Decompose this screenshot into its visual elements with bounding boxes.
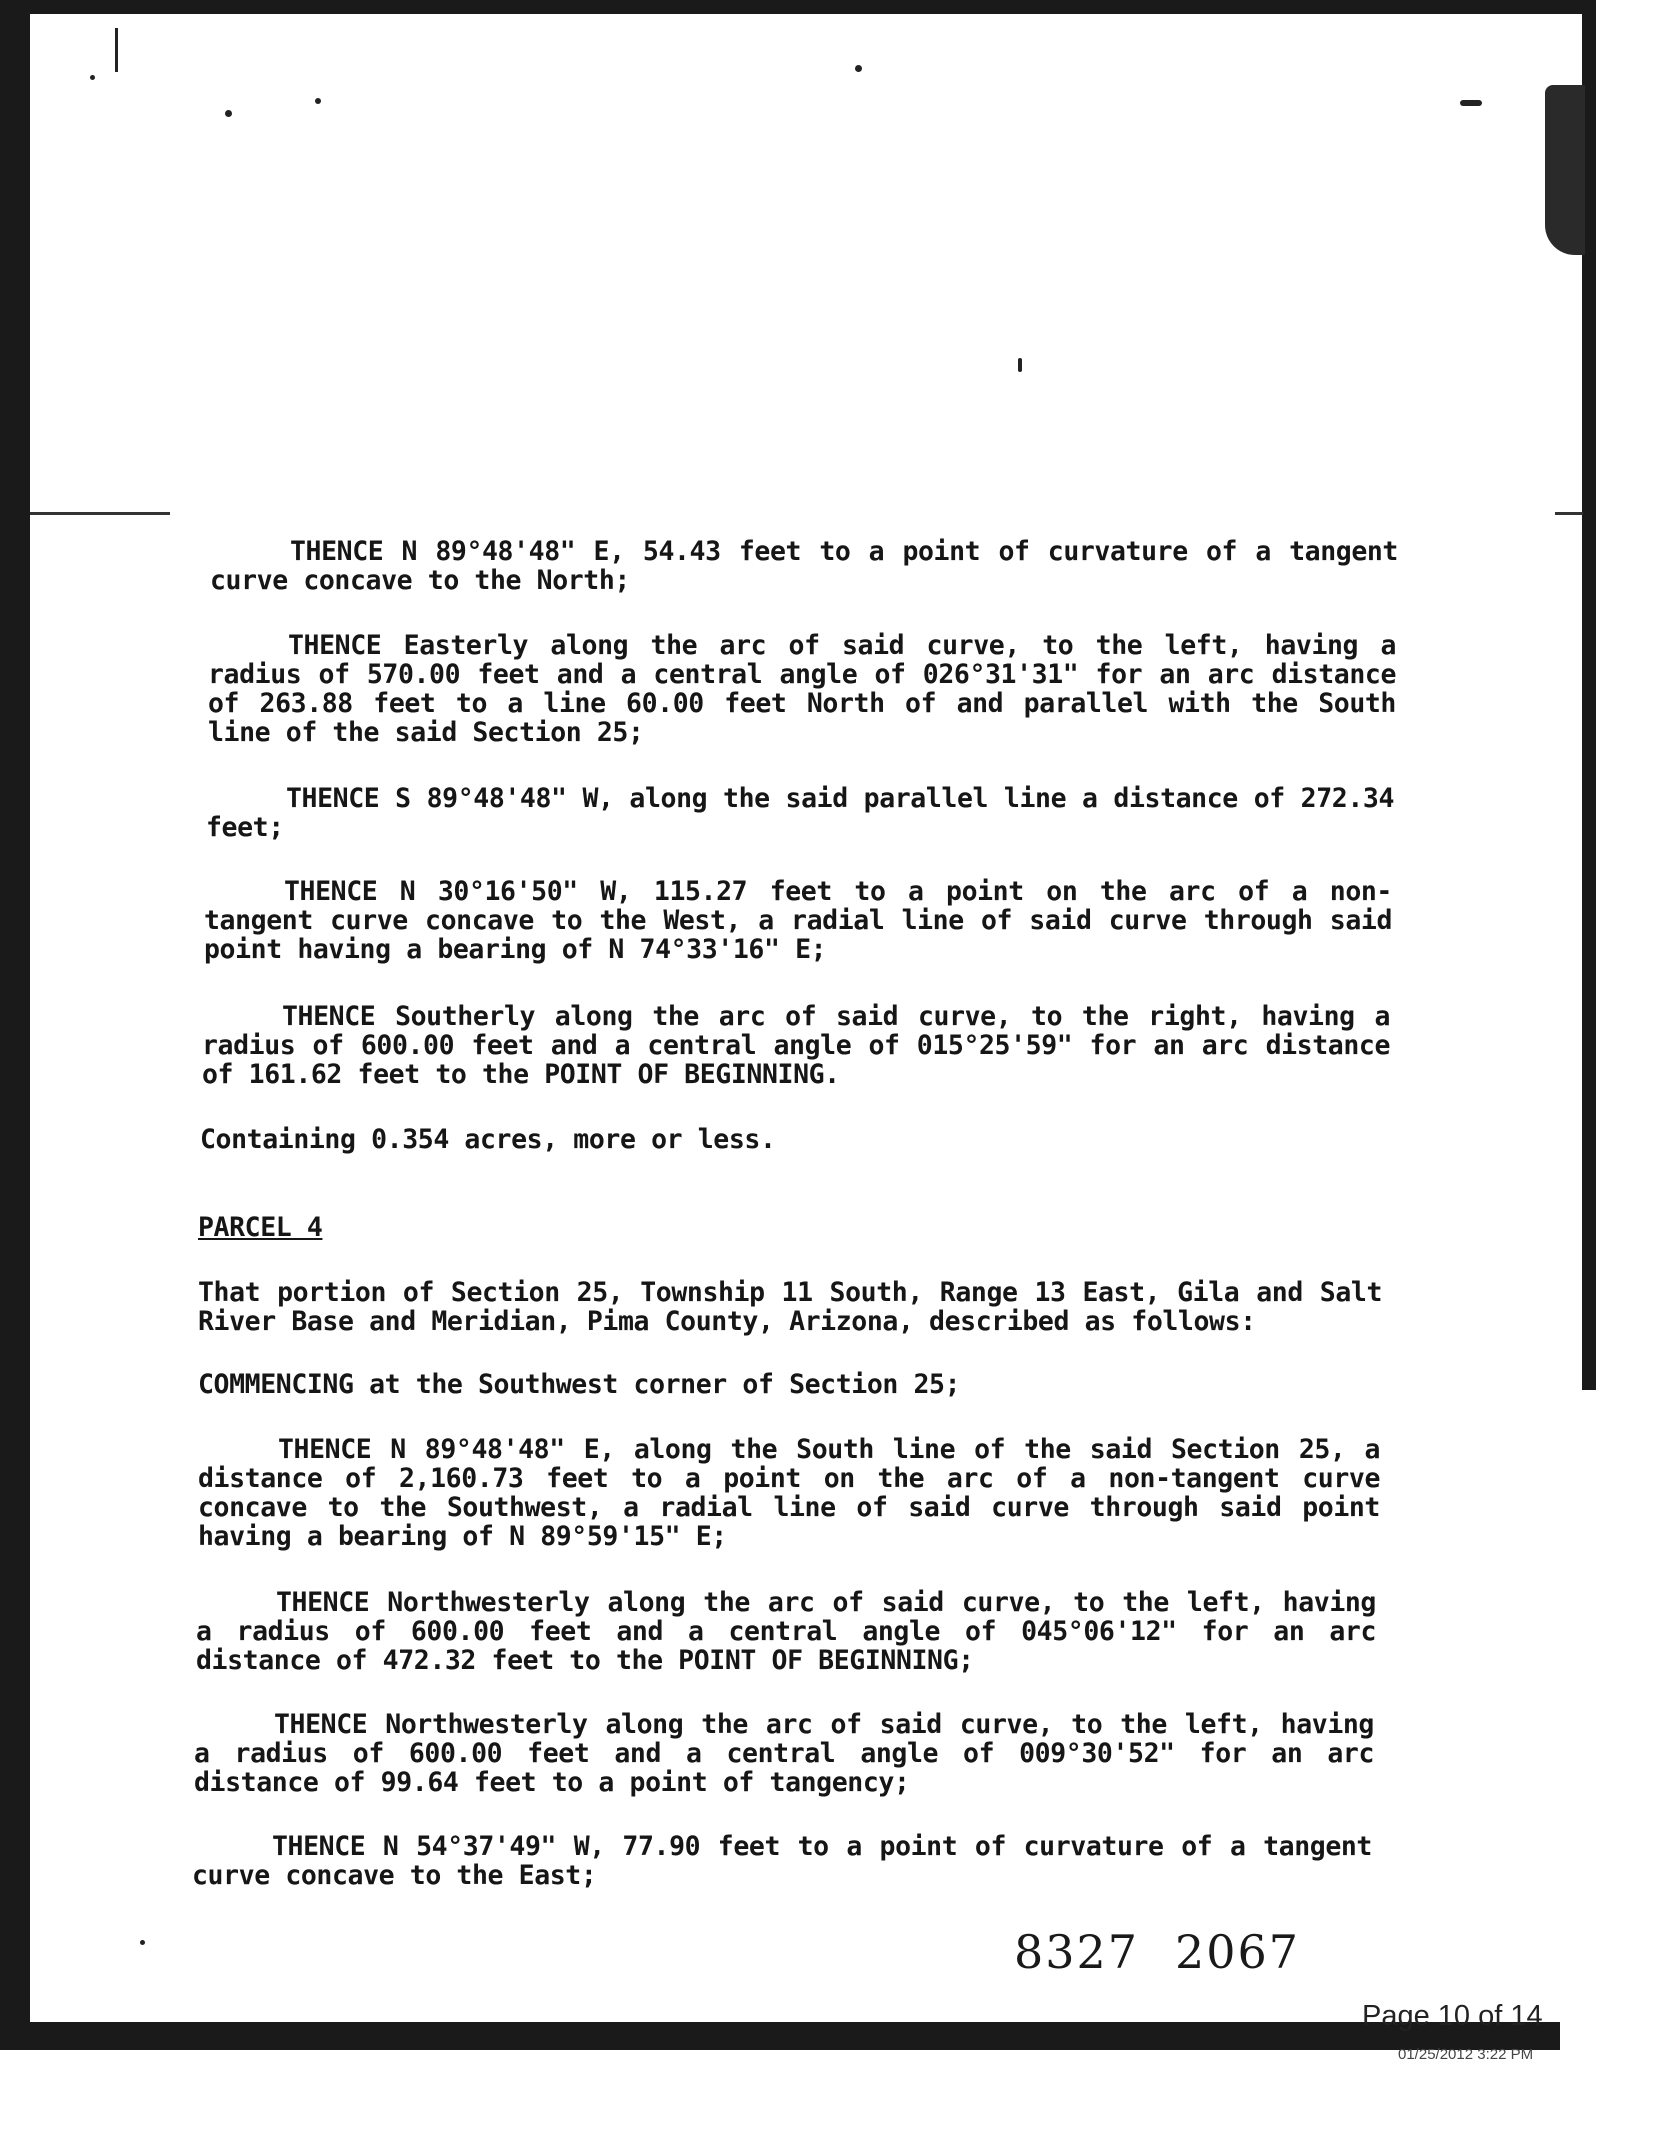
paragraph-thence-5: THENCE Southerly along the arc of said curve, to the right, having a radius of 600.00 feet and a central angle of 015°25'59" for an arc distance of 161.62 feet to the POINT OF BEGINNING.	[202, 1001, 1390, 1090]
recording-page-number: 2067	[1175, 1925, 1301, 1979]
scan-speck	[315, 98, 321, 104]
binding-tab-mark	[1545, 85, 1585, 255]
paragraph-thence-3: THENCE S 89°48'48" W, along the said parallel line a distance of 272.34 feet;	[206, 783, 1394, 843]
scan-speck	[1460, 100, 1482, 106]
corner-mark	[115, 28, 118, 72]
scan-speck	[225, 110, 232, 117]
scan-speck	[90, 75, 95, 80]
paragraph-containing: Containing 0.354 acres, more or less.	[200, 1124, 776, 1155]
scan-speck	[1018, 358, 1022, 372]
scan-speck	[140, 1940, 145, 1945]
page-number-label: Page 10 of 14	[1362, 2000, 1543, 2032]
scan-speck	[855, 65, 862, 72]
scan-rule-left	[30, 512, 170, 515]
parcel-heading: PARCEL 4	[198, 1212, 323, 1243]
paragraph-parcel-description: That portion of Section 25, Township 11 South, Range 13 East, Gila and Salt River Base and Meridian, Pima County, Arizona, described as follows:	[198, 1277, 1382, 1337]
paragraph-thence-4: THENCE N 30°16'50" W, 115.27 feet to a point on the arc of a non-tangent curve concave to the West, a radial line of said curve through said point having a bearing of N 74°33'16" E;	[204, 876, 1392, 965]
print-timestamp: 01/25/2012 3:22 PM	[1398, 2046, 1534, 2063]
scan-border-top	[0, 0, 1596, 14]
paragraph-thence-7: THENCE Northwesterly along the arc of said curve, to the left, having a radius of 600.00 feet and a central angle of 045°06'12" for an arc distance of 472.32 feet to the POINT OF BEGINNING;	[196, 1587, 1376, 1676]
paragraph-thence-1: THENCE N 89°48'48" E, 54.43 feet to a point of curvature of a tangent curve concave to the North;	[210, 536, 1398, 596]
paragraph-thence-6: THENCE N 89°48'48" E, along the South line of the said Section 25, a distance of 2,160.73 feet to a point on the arc of a non-tangent curve concave to the Southwest, a radial line of said curve through said point having a bearing of N 89°59'15" E;	[198, 1434, 1380, 1552]
recording-book-number: 8327	[1014, 1925, 1140, 1979]
paragraph-commencing: COMMENCING at the Southwest corner of Section 25;	[198, 1369, 961, 1400]
scan-rule-right	[1555, 512, 1583, 515]
paragraph-thence-8: THENCE Northwesterly along the arc of said curve, to the left, having a radius of 600.00 feet and a central angle of 009°30'52" for an arc distance of 99.64 feet to a point of tangency;	[194, 1709, 1374, 1798]
scan-border-left	[0, 0, 30, 2050]
paragraph-thence-9: THENCE N 54°37'49" W, 77.90 feet to a point of curvature of a tangent curve concave to the East;	[192, 1831, 1372, 1891]
scan-border-bottom	[0, 2022, 1560, 2050]
paragraph-thence-2: THENCE Easterly along the arc of said curve, to the left, having a radius of 570.00 feet and a central angle of 026°31'31" for an arc distance of 263.88 feet to a line 60.00 feet North of and parallel with the South line of the said Section 25;	[208, 630, 1396, 748]
